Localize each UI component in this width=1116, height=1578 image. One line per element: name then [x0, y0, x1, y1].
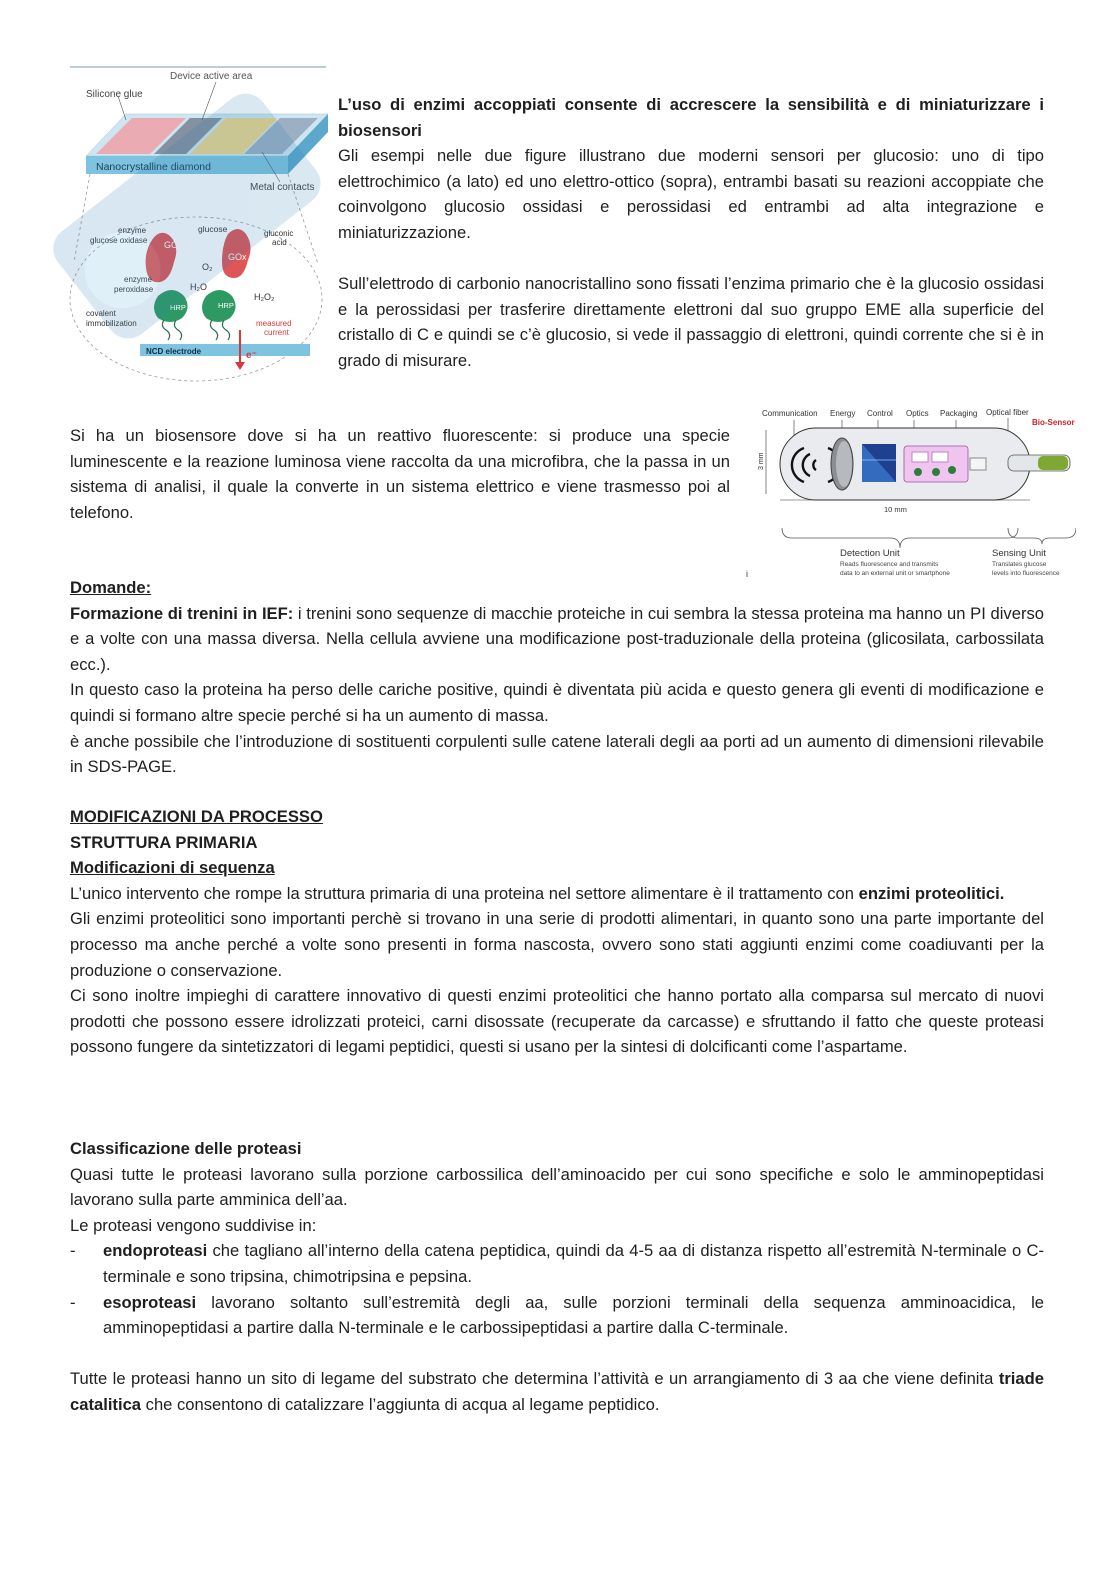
label-10mm: 10 mm: [884, 505, 907, 514]
label-energy: Energy: [830, 409, 856, 418]
classificazione-paragraph-2: Le proteasi vengono suddivise in:: [70, 1215, 317, 1235]
label-metal-contacts: Metal contacts: [250, 182, 315, 193]
term-esoproteasi: esoproteasi: [103, 1292, 197, 1312]
domande-lead: Formazione di trenini in IEF:: [70, 603, 294, 623]
list-item: [70, 1290, 1044, 1341]
list-dash: -: [70, 1241, 76, 1261]
modificazioni-paragraph-1: [70, 881, 1044, 907]
figure-optical-sensor: [746, 400, 1076, 582]
classificazione-section: [70, 1136, 1044, 1418]
label-measured-b: current: [264, 328, 289, 337]
label-enzyme-perox-b: peroxidase: [114, 285, 154, 294]
label-hrp-1: HRP: [170, 303, 186, 312]
label-detection-desc-1: Reads fluorescence and transmits: [840, 561, 939, 568]
label-sensing-unit: Sensing Unit: [992, 548, 1046, 559]
label-detection-unit: Detection Unit: [840, 548, 900, 559]
optical-sensor-diagram: [746, 400, 1076, 582]
label-gluconic-a: gluconic: [264, 229, 294, 238]
label-optics: Optics: [906, 409, 929, 418]
heading-classificazione: Classificazione delle proteasi: [70, 1139, 302, 1158]
list-item-text: che tagliano all’interno della catena peptidica, quindi da 4-5 aa di distanza rispetto all’estremità N-terminale o C-terminale e sono tripsina, chimotripsina e pepsina.: [103, 1241, 1044, 1286]
label-o2: O₂: [202, 262, 213, 272]
proteasi-list: [70, 1238, 1044, 1340]
modificazioni-paragraph-2: Gli enzimi proteolitici sono importanti perchè si trovano in una serie di prodotti alimentari, in quanto sono una parte importante del processo ma anche perché a volte sono presenti in forma nascosta, ovvero sono stati aggiunti enzimi come coadiuvanti per la produzione o conservazione.: [70, 909, 1044, 980]
optics-package: [904, 446, 968, 482]
label-3mm: 3 mm: [758, 452, 765, 470]
biosensor-text: Si ha un biosensore dove si ha un reattivo fluorescente: si produce una specie luminescente e la reazione luminosa viene raccolta da una microfibra, che la passa in un sistema di analisi, il quale la converte in un sistema elettrico e viene trasmesso poi al telefono.: [70, 426, 730, 522]
intro-paragraph-2: Sull’elettrodo di carbonio nanocristallino sono fissati l’enzima primario che è la glucosio ossidasi e la perossidasi per trasferire direttamente elettroni dal suo gruppo EME alla superficie del cristallo di C e quindi se c’è glucosio, si vede il passaggio di elettroni, quindi corrente che si è in grado di misurare.: [338, 274, 1044, 370]
label-covalent-b: immobilization: [86, 319, 137, 328]
label-h2o: H₂O: [190, 282, 207, 292]
modificazioni-paragraph-3: Ci sono inoltre impieghi di carattere innovativo di questi enzimi proteolitici che hanno portato alla comparsa sul mercato di nuovi prodotti che possono essere idrolizzati proteici, carni disossate (recuperate da carcasse) e sfruttando il fatto che queste proteasi possono fungere da sintetizzatori di legami peptidici, questi si usano per la sintesi di dolcificanti come l’aspartame.: [70, 986, 1044, 1057]
electrochemical-sensor-diagram: [66, 64, 328, 386]
label-glucose: glucose: [198, 224, 228, 234]
list-item: [70, 1238, 1044, 1289]
label-control: Control: [867, 409, 893, 418]
list-dash: -: [70, 1292, 76, 1312]
label-covalent-a: covalent: [86, 309, 116, 318]
term-endoproteasi: endoproteasi: [103, 1241, 208, 1261]
label-electron: e⁻: [246, 350, 257, 361]
classificazione-paragraph-3: [70, 1366, 1044, 1417]
figure-electrochemical-sensor: [66, 64, 328, 386]
label-enzyme-perox-a: enzyme: [124, 275, 153, 284]
label-sensing-desc-2: levels into fluorescence: [992, 570, 1060, 577]
classificazione-paragraph-1: Quasi tutte le proteasi lavorano sulla porzione carbossilica dell’aminoacido per cui sono specifiche e solo le amminopeptidasi lavorano sulla parte amminica dell’aa.: [70, 1164, 1044, 1210]
domande-paragraph-2: In questo caso la proteina ha perso delle cariche positive, quindi è diventata più acida e questo genera gli eventi di modificazione e quindi si formano altre specie perché si ha un aumento di massa.: [70, 680, 1044, 725]
label-detection-desc-2: data to an external unit or smartphone: [840, 570, 950, 577]
intro-paragraph-1: Gli esempi nelle due figure illustrano due moderni sensori per glucosio: uno di tipo elettrochimico (a lato) ed uno elettro-ottico (sopra), entrambi basati su reazioni accoppiate che coinvolgono glucosio ossidasi e perossidasi ed entrambi ad alta integrazione e miniaturizzazione.: [338, 146, 1044, 242]
label-packaging: Packaging: [940, 409, 978, 418]
intro-section: [338, 92, 1044, 374]
label-h2o2: H₂O₂: [254, 292, 275, 302]
label-measured-a: measured: [256, 319, 292, 328]
classificazione-text-3b: che consentono di catalizzare l’aggiunta di acqua al legame peptidico.: [141, 1394, 660, 1414]
modificazioni-bold-1: enzimi proteolitici.: [858, 883, 1005, 903]
label-nanocrystalline-diamond: Nanocrystalline diamond: [96, 161, 211, 173]
domande-paragraph-3: è anche possibile che l’introduzione di sostituenti corpulenti sulle catene laterali degli aa porti ad un aumento di dimensioni rilevabile in SDS-PAGE.: [70, 731, 1044, 777]
label-gluconic-b: acid: [272, 238, 287, 247]
label-silicone-glue: Silicone glue: [86, 89, 143, 100]
label-ncd-electrode: NCD electrode: [146, 347, 202, 356]
label-sensing-desc-1: Translates glucose: [992, 561, 1047, 568]
heading-struttura-primaria: STRUTTURA PRIMARIA: [70, 832, 258, 852]
label-marker-i: i: [746, 569, 748, 579]
heading-modificazioni-processo: MODIFICAZIONI DA PROCESSO: [70, 807, 323, 826]
bio-sensor-tip: [1038, 456, 1068, 470]
term-triade-catalitica: triade catalitica: [70, 1369, 1044, 1414]
label-gox-2: GOx: [228, 252, 247, 262]
label-gox-1: GOx: [164, 240, 183, 250]
intro-title: L’uso di enzimi accoppiati consente di accrescere la sensibilità e di miniaturizzare i biosensori: [338, 95, 1044, 140]
domande-section: [70, 575, 1044, 780]
label-hrp-2: HRP: [218, 301, 234, 310]
label-enzyme-gox-b: glucose oxidase: [90, 236, 148, 245]
classificazione-text-3a: Tutte le proteasi hanno un sito di legame del substrato che determina l’attività e un arrangiamento di 3 aa che viene definita: [70, 1369, 999, 1389]
label-communication: Communication: [762, 409, 818, 418]
list-item-text: lavorano soltanto sull’estremità degli aa, sulle porzioni terminali della sequenza amminoacidica, le amminopeptidasi a partire dalla N-terminale e le carbossipeptidasi a partire dalla C-terminale.: [103, 1292, 1044, 1338]
label-device-active-area: Device active area: [170, 71, 253, 82]
domande-paragraph-1: [70, 601, 1044, 678]
biosensor-paragraph: [70, 423, 730, 525]
modificazioni-section: [70, 804, 1044, 1060]
heading-modificazioni-sequenza: Modificazioni di sequenza: [70, 858, 275, 878]
domande-heading: Domande:: [70, 578, 152, 597]
label-enzyme-gox-a: enzyme: [118, 226, 147, 235]
label-optical-fiber: Optical fiber: [986, 408, 1029, 417]
modificazioni-text-1: L’unico intervento che rompe la struttura primaria di una proteina nel settore alimentare è il trattamento con: [70, 883, 859, 903]
domande-text-1: i trenini sono sequenze di macchie proteiche in cui sembra la stessa proteina ma hanno un PI diverso e a volte con una massa diversa. Nella cellula avviene una modificazione post-traduzionale della proteina (glicosilata, carbossilata ecc.).: [70, 603, 1044, 674]
label-bio-sensor: Bio-Sensor: [1032, 418, 1075, 427]
